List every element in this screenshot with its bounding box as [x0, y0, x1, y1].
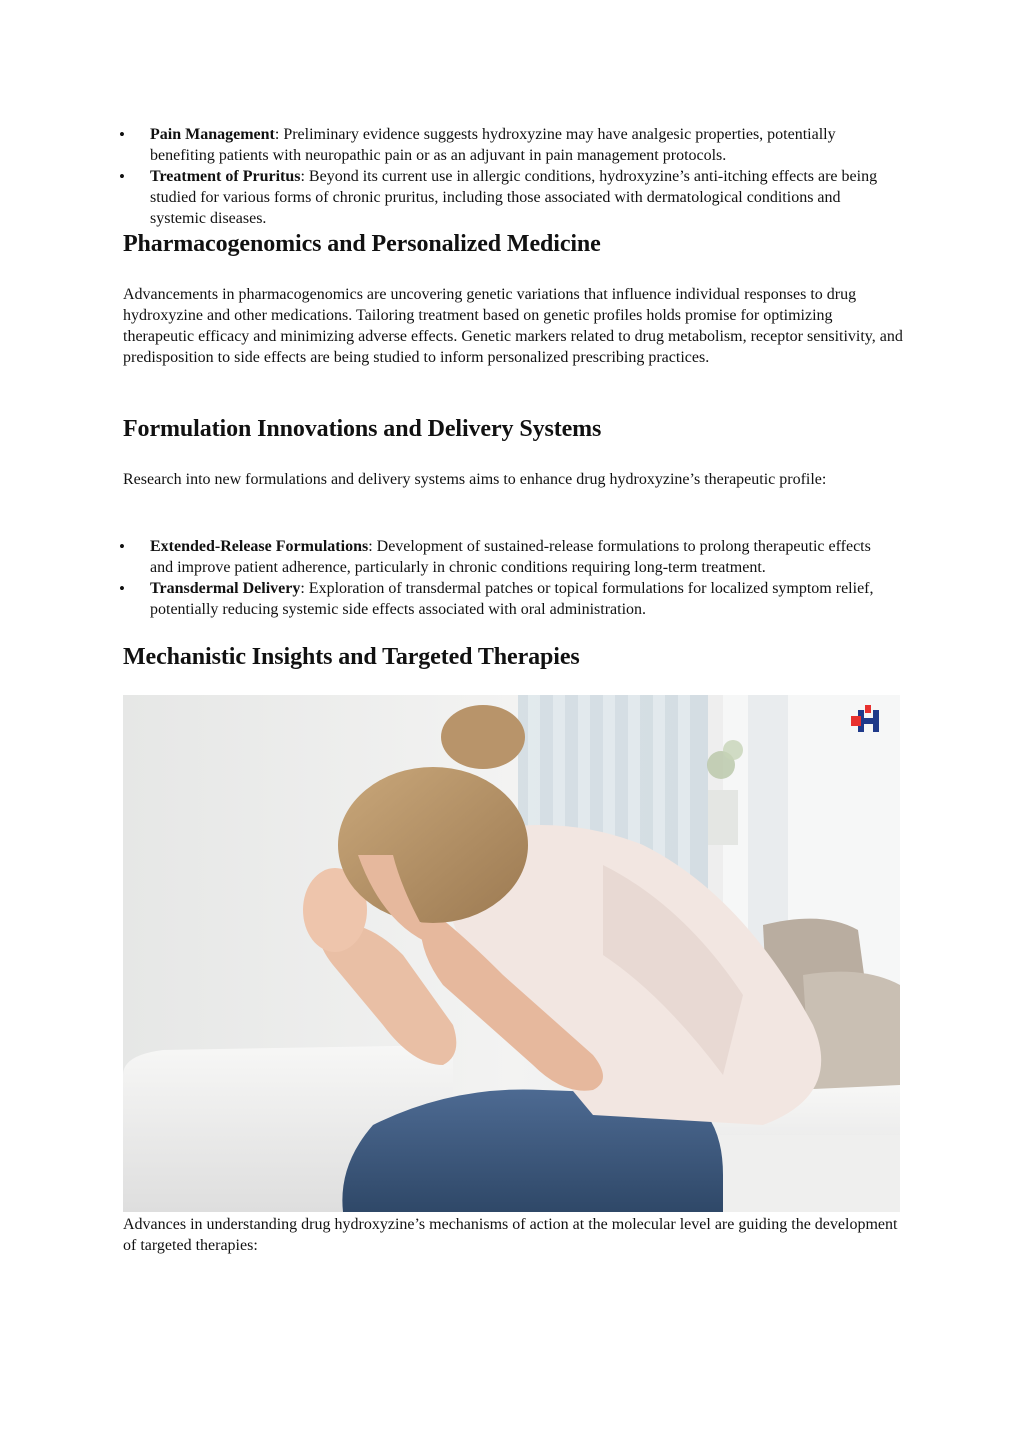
list-item — [123, 166, 893, 229]
list-item — [123, 578, 883, 620]
paragraph-pharmacogenomics: Advancements in pharmacogenomics are uncovering genetic variations that influence individual responses to drug hydroxyzine and other medications. Tailoring treatment based on genetic profiles holds promise for optimizing therapeutic efficacy and minimizing adverse effects. Genetic markers related to drug metabolism, receptor sensitivity, and predisposition to side effects are being studied to inform personalized prescribing practices. — [123, 286, 903, 366]
list-item-term: Extended-Release Formulations — [150, 538, 369, 555]
list-item-term: Treatment of Pruritus — [150, 168, 301, 185]
paragraph-formulation: Research into new formulations and delivery systems aims to enhance drug hydroxyzine’s therapeutic profile: — [123, 471, 827, 488]
list-item-text: : Preliminary evidence suggests hydroxyzine may have analgesic properties, potentially benefiting patients with neuropathic pain or as an adjuvant in pain management protocols. — [150, 126, 836, 164]
list-item-text: : Beyond its current use in allergic conditions, hydroxyzine’s anti-itching effects are being studied for various forms of chronic pruritus, including those associated with dermatological conditions and systemic diseases. — [150, 168, 878, 227]
list-item-term: Transdermal Delivery — [150, 580, 301, 597]
list-item-term: Pain Management — [150, 126, 275, 143]
photo-distressed-woman — [123, 695, 900, 1212]
list-item-text: : Development of sustained-release formulations to prolong therapeutic effects and improve patient adherence, particularly in chronic conditions requiring long-term treatment. — [150, 538, 871, 576]
section-heading-formulation: Formulation Innovations and Delivery Systems — [123, 416, 602, 442]
paragraph-mechanistic: Advances in understanding drug hydroxyzine’s mechanisms of action at the molecular level are guiding the development of targeted therapies: — [123, 1216, 898, 1254]
section-heading-pharmacogenomics: Pharmacogenomics and Personalized Medicine — [123, 231, 601, 257]
bullet-list-uses — [123, 124, 893, 229]
list-item — [123, 536, 883, 578]
photo-illustration — [123, 695, 900, 1212]
list-item-text: : Exploration of transdermal patches or topical formulations for localized symptom relief, potentially reducing systemic side effects associated with oral administration. — [150, 580, 874, 618]
bullet-list-formulations — [123, 536, 883, 620]
section-heading-mechanistic: Mechanistic Insights and Targeted Therapies — [123, 644, 580, 670]
list-item — [123, 124, 893, 166]
